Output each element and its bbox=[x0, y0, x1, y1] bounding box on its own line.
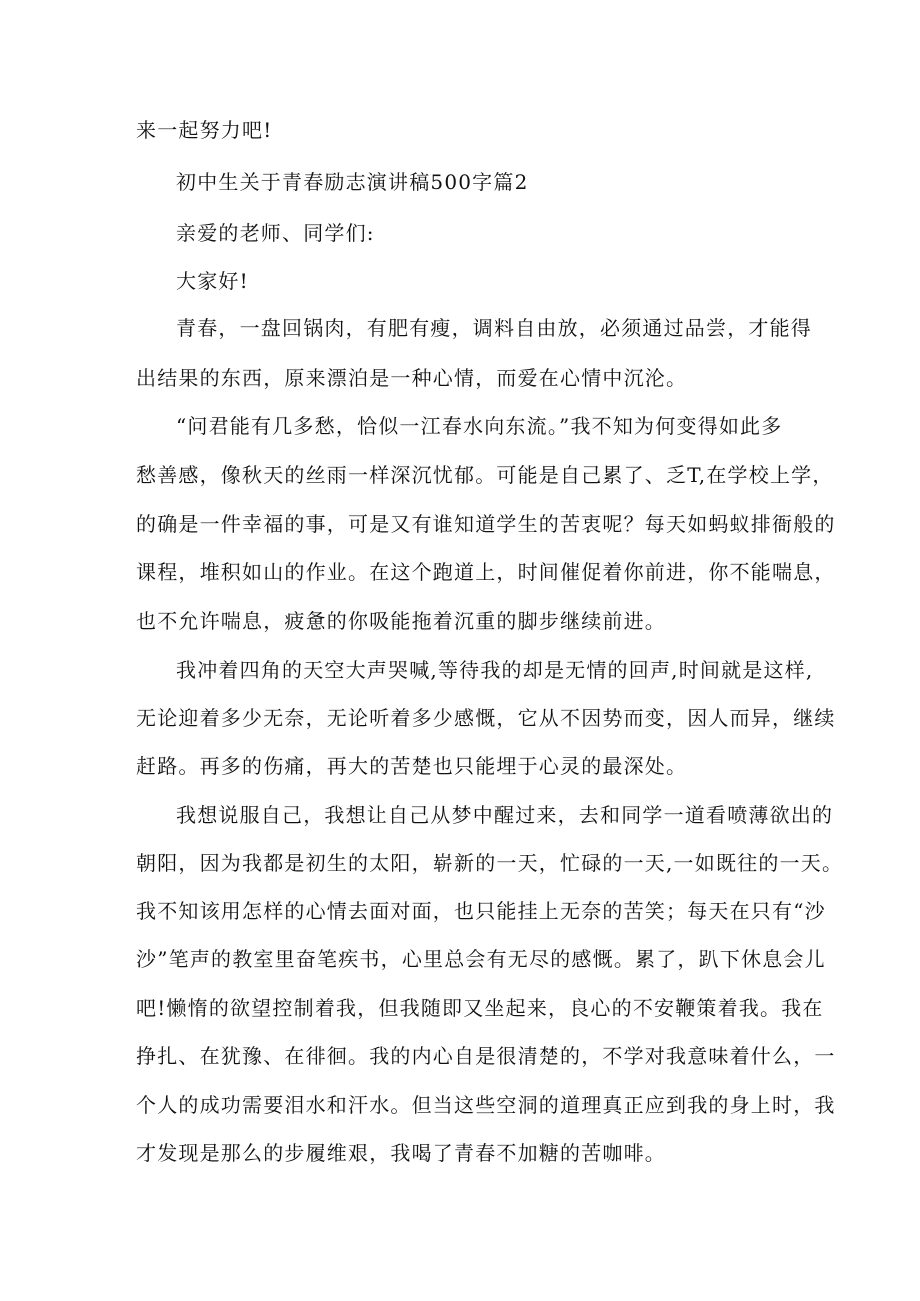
greeting: 大家好! bbox=[176, 269, 249, 293]
salutation: 亲爱的老师、同学们: bbox=[176, 221, 375, 245]
text-line: 吧!懒惰的欲望控制着我，但我随即又坐起来，良心的不安鞭策着我。我在 bbox=[136, 996, 824, 1020]
text-line: 朝阳，因为我都是初生的太阳，崭新的一天，忙碌的一天,一如既往的一天。 bbox=[136, 851, 844, 875]
text-line: 无论迎着多少无奈，无论听着多少感慨，它从不因势而变，因人而异，继续 bbox=[136, 706, 836, 730]
text-line: “问君能有几多愁，恰似一江春水向东流。”我不知为何变得如此多 bbox=[176, 414, 783, 438]
text-line: 来一起努力吧! bbox=[136, 118, 273, 142]
text-line: 挣扎、在犹豫、在徘徊。我的内心自是很清楚的，不学对我意味着什么，一 bbox=[136, 1044, 836, 1068]
text-line: 的确是一件幸福的事，可是又有谁知道学生的苦衷呢？每天如蚂蚁排衙般的 bbox=[136, 512, 836, 536]
text-line: 课程，堆积如山的作业。在这个跑道上，时间催促着你前进，你不能喘息， bbox=[136, 560, 836, 584]
text-line: 我想说服自己，我想让自己从梦中醒过来，去和同学一道看喷薄欲出的 bbox=[176, 803, 834, 827]
text-line: 赶路。再多的伤痛，再大的苦楚也只能埋于心灵的最深处。 bbox=[136, 754, 688, 778]
text-line: 我冲着四角的天空大声哭喊,等待我的却是无情的回声,时间就是这样, bbox=[176, 658, 814, 682]
text-line: 个人的成功需要泪水和汗水。但当这些空洞的道理真正应到我的身上时，我 bbox=[136, 1093, 836, 1117]
text-line: 也不允许喘息，疲惫的你吸能拖着沉重的脚步继续前进。 bbox=[136, 609, 666, 633]
text-line: 沙”笔声的教室里奋笔疾书，心里总会有无尽的感慨。累了，趴下休息会儿 bbox=[136, 947, 826, 971]
section-heading: 初中生关于青春励志演讲稿500字篇2 bbox=[176, 170, 529, 194]
text-line: 愁善感，像秋天的丝雨一样深沉忧郁。可能是自己累了、乏T,在学校上学， bbox=[136, 463, 834, 487]
text-line: 我不知该用怎样的心情去面对面，也只能挂上无奈的苦笑；每天在只有“沙 bbox=[136, 899, 826, 923]
text-line: 才发现是那么的步履维艰，我喝了青春不加糖的苦咖啡。 bbox=[136, 1141, 666, 1165]
text-line: 出结果的东西，原来漂泊是一种心情，而爱在心情中沉沦。 bbox=[136, 366, 688, 390]
text-line: 青春，一盘回锅肉，有肥有瘦，调料自由放，必须通过品尝，才能得 bbox=[176, 316, 812, 340]
